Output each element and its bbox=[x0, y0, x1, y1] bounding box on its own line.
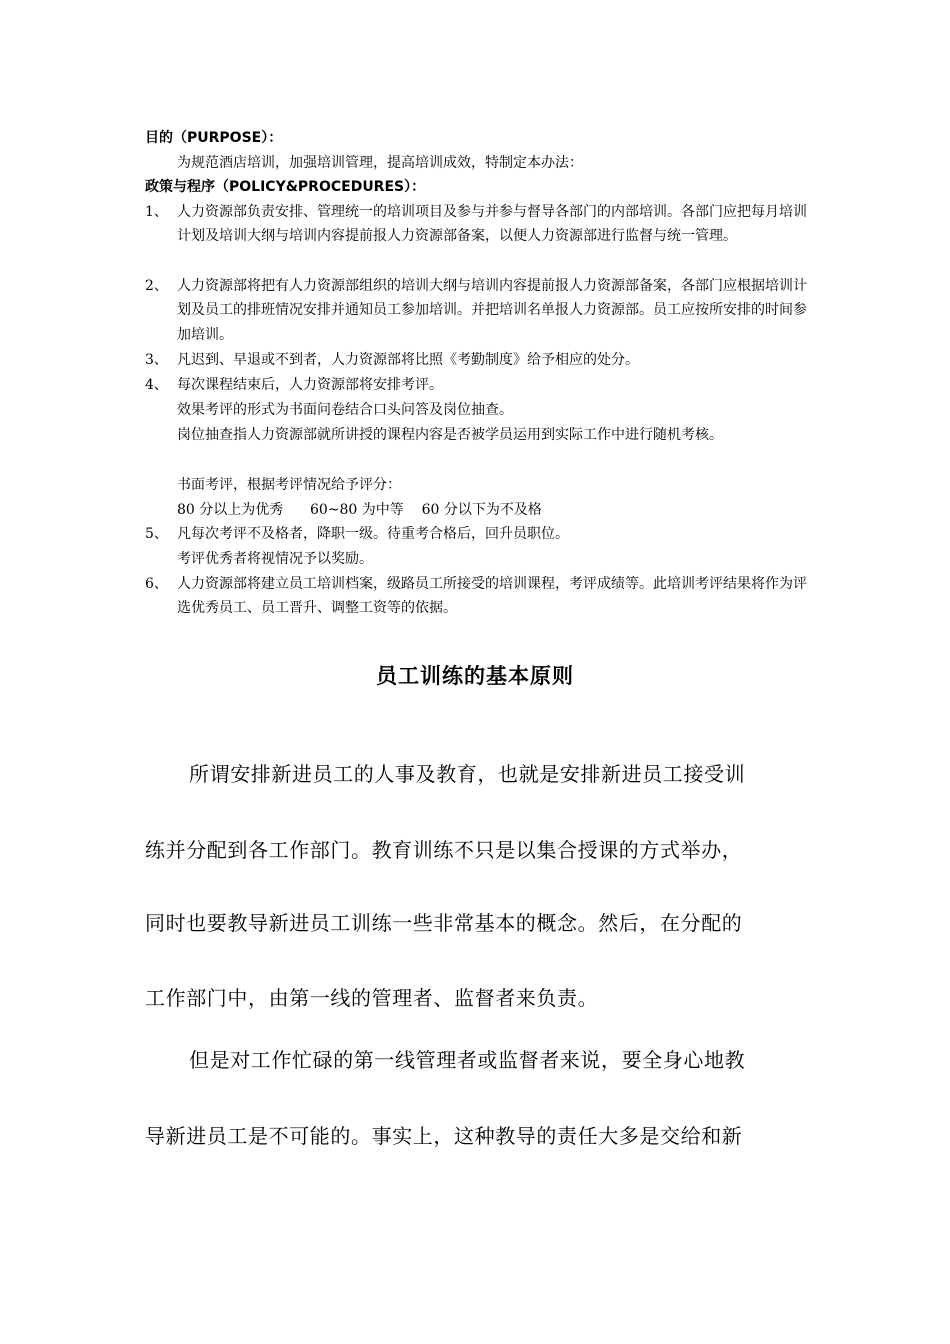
item-text: 每次课程结束后，人力资源部将安排考评。 bbox=[177, 377, 443, 393]
policy-heading: 政策与程序（POLICY&PROCEDURES）： bbox=[145, 179, 426, 195]
item-number: 1、 bbox=[145, 204, 168, 220]
item4-note-form: 效果考评的形式为书面问卷结合口头问答及岗位抽查。 bbox=[177, 402, 513, 418]
item-number: 5、 bbox=[145, 526, 168, 542]
body-line-4: 工作部门中，由第一线的管理者、监督者来负责。 bbox=[145, 986, 599, 1010]
purpose-text: 为规范酒店培训，加强培训管理，提高培训成效，特制定本办法： bbox=[177, 155, 583, 171]
item-number: 4、 bbox=[145, 377, 168, 393]
item-number: 2、 bbox=[145, 278, 168, 294]
body-line-2: 练并分配到各工作部门。教育训练不只是以集合授课的方式举办， bbox=[145, 838, 743, 862]
item-text: 凡每次考评不及格者，降职一级。待重考合格后，回升员职位。 bbox=[177, 526, 569, 542]
item-number: 3、 bbox=[145, 352, 168, 368]
item4-note-spot-check: 岗位抽查指人力资源部就所讲授的课程内容是否被学员运用到实际工作中进行随机考核。 bbox=[177, 427, 723, 443]
section-title: 员工训练的基本原则 bbox=[376, 663, 574, 688]
item-text: 人力资源部将建立员工培训档案，级路员工所接受的培训课程，考评成绩等。此培训考评结果将作为评选优秀员工、员工晋升、调整工资等的依据。 bbox=[177, 576, 807, 617]
item4-note-written: 书面考评，根据考评情况给予评分： bbox=[177, 477, 401, 493]
item-text: 人力资源部将把有人力资源部组织的培训大纲与培训内容提前报人力资源部备案，各部门应根据培训计划及员工的排班情况安排并通知员工参加培训。并把培训名单报人力资源部。员工应按所安排的时间参加培训。 bbox=[177, 278, 807, 343]
item4-note-grades: 80 分以上为优秀 60~80 为中等 60 分以下为不及格 bbox=[177, 502, 542, 518]
body-line-3: 同时也要教导新进员工训练一些非常基本的概念。然后，在分配的 bbox=[145, 911, 743, 935]
body-line-1: 所谓安排新进员工的人事及教育，也就是安排新进员工接受训 bbox=[189, 762, 746, 786]
body-line-6: 导新进员工是不可能的。事实上，这种教导的责任大多是交给和新 bbox=[145, 1124, 743, 1148]
item5-note: 考评优秀者将视情况予以奖励。 bbox=[177, 551, 373, 567]
item-text: 凡迟到、早退或不到者，人力资源部将比照《考勤制度》给予相应的处分。 bbox=[177, 352, 639, 368]
body-line-5: 但是对工作忙碌的第一线管理者或监督者来说，要全身心地教 bbox=[189, 1048, 746, 1072]
item-number: 6、 bbox=[145, 576, 168, 592]
purpose-heading: 目的（PURPOSE）： bbox=[145, 130, 283, 146]
item-text: 人力资源部负责安排、管理统一的培训项目及参与并参与督导各部门的内部培训。各部门应把每月培训计划及培训大纲与培训内容提前报人力资源部备案，以便人力资源部进行监督与统一管理。 bbox=[177, 204, 807, 245]
